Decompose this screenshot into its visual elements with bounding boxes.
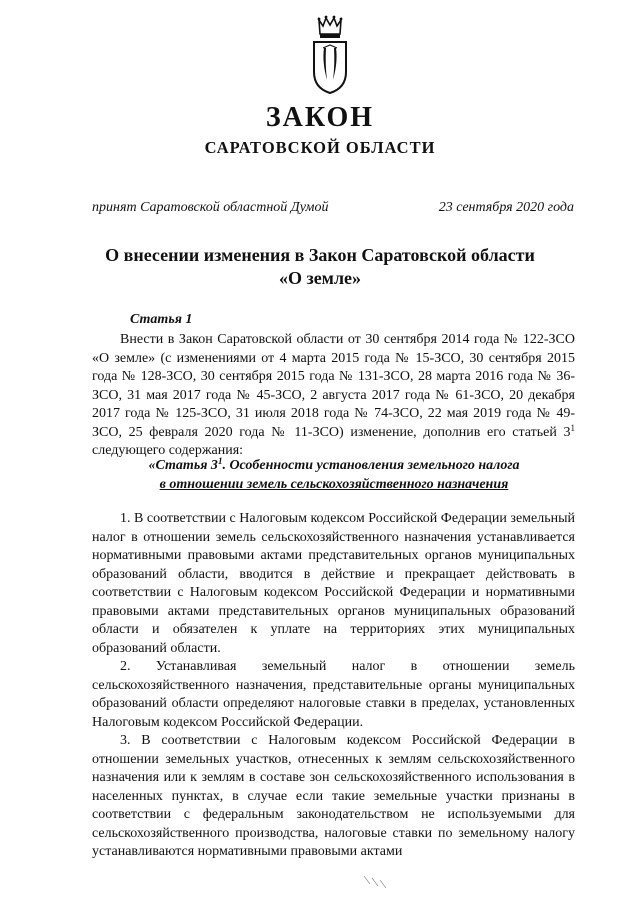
new-article-prefix: «Статья 3 — [148, 458, 218, 473]
document-subtitle: САРАТОВСКОЙ ОБЛАСТИ — [204, 138, 436, 157]
article-intro-superscript: 1 — [570, 422, 575, 433]
law-title-line2: «О земле» — [278, 268, 362, 288]
new-article-heading — [90, 457, 578, 494]
adopted-date: 23 сентября 2020 года — [438, 200, 574, 215]
law-title — [0, 244, 640, 290]
article-intro-tail: следующего содержания: — [92, 443, 244, 458]
document-title: ЗАКОН — [265, 102, 375, 133]
new-article-title-line1: . Особенности установления земельного налога — [222, 458, 520, 473]
new-article-title-line2: в отношении земель сельскохозяйственного назначения — [159, 476, 509, 492]
law-title-line1: О внесении изменения в Закон Саратовской области — [105, 245, 535, 265]
article-intro-text: Внести в Закон Саратовской области от 30 сентября 2014 года № 122-ЗСО «О земле» (с изменениями от 4 марта 2015 года № 15-ЗСО, 30 сентября 2015 года № 128-ЗСО, 30 сентября 2015 года № 131-ЗСО, 28 марта 2016 года № 36-ЗСО, 31 мая 2017 года № 45-ЗСО, 2 августа 2017 года № 61-ЗСО, 20 декабря 2017 года № 125-ЗСО, 31 июля 2018 года № 74-ЗСО, 22 мая 2019 года № 49-ЗСО, 25 февраля 2020 года № 11-ЗСО) изменение, дополнив его статьей 3 — [92, 332, 575, 440]
new-article-superscript: 1 — [217, 456, 223, 466]
scan-mark-icon — [360, 872, 390, 892]
saratov-coat-of-arms-icon — [310, 14, 350, 96]
paragraph-1: 1. В соответствии с Налоговым кодексом Российской Федерации земельный налог в отношении земель сельскохозяйственного назначения устанавливается нормативными правовыми актами представительных органов муниципальных образований области, вводится в действие и прекращает действовать в соответствии с Налоговым кодексом Российской Федерации и нормативными правовыми актами представительных органов муниципальных образований области и обязателен к уплате на территориях этих муниципальных образований области. — [92, 511, 575, 656]
article-intro — [92, 331, 575, 461]
paragraph-2: 2. Устанавливая земельный налог в отношении земель сельскохозяйственного назначения, представительные органы муниципальных образований области определяют налоговые ставки в пределах, установленных Налоговым кодексом Российской Федерации. — [92, 659, 575, 730]
adopted-by: принят Саратовской областной Думой — [92, 200, 329, 215]
article-heading: Статья 1 — [130, 312, 193, 327]
paragraph-3: 3. В соответствии с Налоговым кодексом Российской Федерации в отношении земельных участков, отнесенных к землям сельскохозяйственного назначения или к землям в составе зон сельскохозяйственного использования в населенных пунктах, в случае если такие земельные участки признаны в соответствии с федеральным законодательством не используемыми для сельскохозяйственного производства, налоговые ставки по земельному налогу устанавливаются нормативными правовыми актами — [92, 733, 575, 859]
article-body — [92, 510, 575, 862]
